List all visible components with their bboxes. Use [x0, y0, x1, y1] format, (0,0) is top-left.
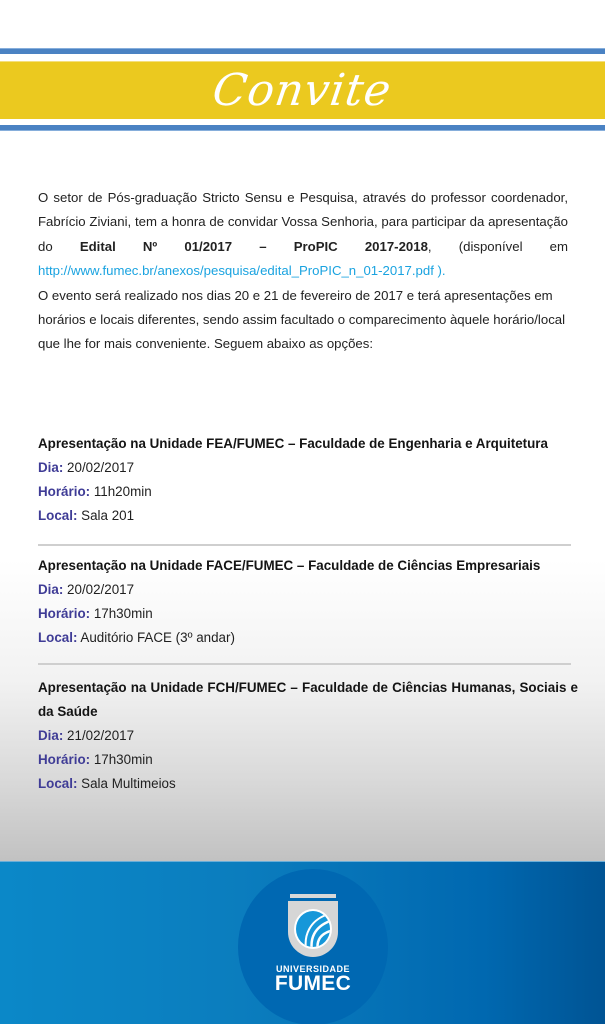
session-time [38, 748, 578, 772]
session-day [38, 724, 578, 748]
session-title: Apresentação na Unidade FCH/FUMEC – Faculdade de Ciências Humanas, Sociais e da Saúde [38, 680, 578, 719]
place-value: Sala 201 [81, 508, 135, 523]
place-value: Sala Multimeios [81, 776, 176, 791]
edital-name: Edital Nº 01/2017 – ProPIC 2017-2018 [79, 238, 428, 254]
invitation-banner [0, 61, 605, 119]
session-face [38, 554, 578, 650]
session-time [38, 602, 578, 626]
day-label: Dia: [38, 460, 64, 475]
divider [38, 544, 571, 546]
time-label: Horário: [38, 752, 91, 767]
session-time [38, 480, 578, 504]
time-value: 17h30min [93, 606, 153, 621]
time-value: 11h20min [93, 484, 152, 499]
footer [0, 861, 605, 1024]
shield-bar-icon [290, 894, 336, 898]
brand-fumec: FUMEC [274, 972, 352, 995]
session-fch [38, 676, 578, 796]
brand-universidade: UNIVERSIDADE [275, 964, 350, 974]
session-title: Apresentação na Unidade FEA/FUMEC – Faculdade de Engenharia e Arquitetura [38, 436, 548, 451]
day-label: Dia: [38, 582, 64, 597]
session-title: Apresentação na Unidade FACE/FUMEC – Faculdade de Ciências Empresariais [38, 558, 541, 573]
session-place [38, 626, 578, 650]
divider [38, 663, 571, 665]
banner-title: Convite [209, 64, 396, 116]
intro-text-part: O setor de Pós-graduação Stricto Sensu e Pesquisa, através do professor coordenador, Fabrício Ziviani, tem a honra de convidar Vossa Senhoria, para participar da apresentação do [38, 190, 568, 254]
place-label: Local: [38, 630, 78, 645]
session-place [38, 504, 578, 528]
session-place [38, 772, 578, 796]
time-label: Horário: [38, 606, 91, 621]
place-label: Local: [38, 776, 78, 791]
day-value: 20/02/2017 [67, 460, 135, 475]
globe-icon [294, 909, 332, 949]
fumec-shield-icon [288, 901, 338, 957]
session-day [38, 578, 578, 602]
session-day [38, 456, 578, 480]
place-value: Auditório FACE (3º andar) [80, 630, 235, 645]
day-value: 21/02/2017 [67, 728, 135, 743]
time-value: 17h30min [93, 752, 153, 767]
intro-text-part: , (disponível em [427, 238, 568, 254]
intro-text [38, 186, 568, 357]
intro-paragraph-2: O evento será realizado nos dias 20 e 21 de fevereiro de 2017 e terá apresentações em horários e locais diferentes, sendo assim facultado o comparecimento àquele horário/local que lhe for mais conveniente. Seguem abaixo as opções: [38, 287, 566, 352]
time-label: Horário: [38, 484, 91, 499]
bottom-blue-stripe [0, 125, 605, 131]
day-value: 20/02/2017 [67, 582, 135, 597]
top-blue-stripe [0, 48, 605, 54]
fumec-logo [238, 869, 388, 1024]
intro-paragraph-1 [38, 186, 568, 284]
place-label: Local: [38, 508, 78, 523]
edital-link[interactable]: http://www.fumec.br/anexos/pesquisa/edital_ProPIC_n_01-2017.pdf ). [38, 263, 446, 279]
day-label: Dia: [38, 728, 64, 743]
session-fea [38, 432, 578, 528]
